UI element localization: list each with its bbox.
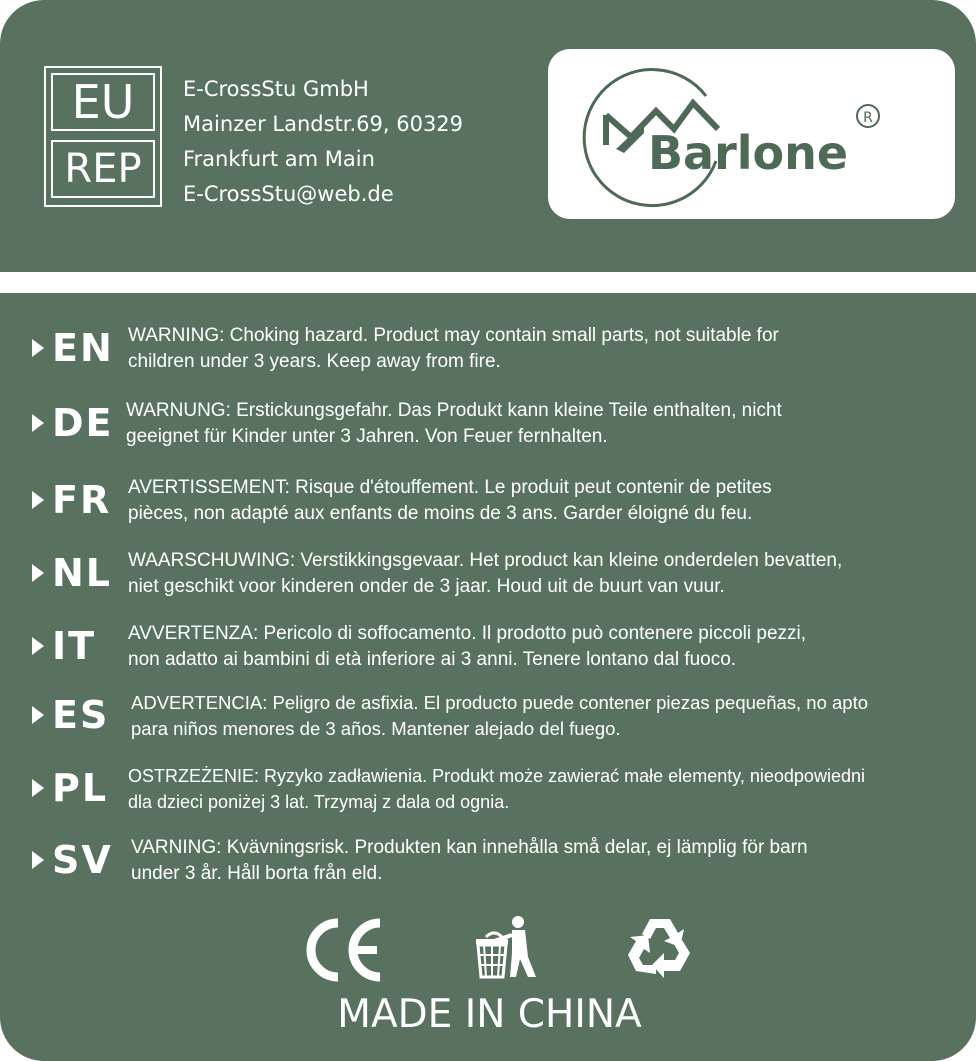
ce-mark-icon xyxy=(302,917,386,983)
lang-code: NL xyxy=(32,545,112,601)
triangle-right-icon xyxy=(32,637,44,655)
warning-row-pl xyxy=(0,760,979,820)
warning-row-fr xyxy=(0,472,979,532)
compliance-symbols xyxy=(0,905,979,995)
triangle-right-icon xyxy=(32,564,44,582)
address-city: Frankfurt am Main xyxy=(183,147,375,171)
eu-rep-rep: REP xyxy=(51,140,155,198)
warning-text: VARNING: Kvävningsrisk. Produkten kan innehålla små delar, ej lämplig för barn under 3 år. Håll borta från eld. xyxy=(131,837,808,884)
lang-code: EN xyxy=(32,320,114,376)
triangle-right-icon xyxy=(32,491,44,509)
warning-text: AVVERTENZA: Pericolo di soffocamento. Il prodotto può contenere piccoli pezzi, non adatto ai bambini di età inferiore ai 3 anni. Tenere lontano dal fuoco. xyxy=(128,623,807,670)
brand-logo-icon xyxy=(548,49,955,219)
brand-name: Barlone xyxy=(648,126,849,180)
weee-bin-icon xyxy=(472,915,538,981)
eu-rep-address xyxy=(183,72,463,212)
warning-text: WAARSCHUWING: Verstikkingsgevaar. Het product kan kleine onderdelen bevatten, niet geschikt voor kinderen onder de 3 jaar. Houd uit de buurt van vuur. xyxy=(128,550,843,597)
lang-code: FR xyxy=(32,472,111,528)
triangle-right-icon xyxy=(32,851,44,869)
lang-code: IT xyxy=(32,618,96,674)
recycle-icon xyxy=(626,913,696,983)
warning-row-sv xyxy=(0,832,979,892)
warning-row-en xyxy=(0,320,979,380)
svg-text:R: R xyxy=(863,110,873,126)
address-company: E-CrossStu GmbH xyxy=(183,77,369,101)
brand-logo-box xyxy=(548,49,955,219)
warning-text: ADVERTENCIA: Peligro de asfixia. El producto puede contener piezas pequeñas, no apto para niños menores de 3 años. Mantener alejado del fuego. xyxy=(131,692,869,739)
made-in-label: MADE IN CHINA xyxy=(337,992,642,1037)
warning-text: OSTRZEŻENIE: Ryzyko zadławienia. Produkt może zawierać małe elementy, nieodpowiedni dla dzieci poniżej 3 lat. Trzymaj z dala od ognia. xyxy=(128,766,865,812)
warning-row-it xyxy=(0,618,979,678)
triangle-right-icon xyxy=(32,706,44,724)
address-email: E-CrossStu@web.de xyxy=(183,182,394,206)
warning-row-nl xyxy=(0,545,979,605)
lang-code: PL xyxy=(32,760,108,816)
lang-code: DE xyxy=(32,395,114,451)
eu-rep-eu: EU xyxy=(51,73,155,131)
lang-code: SV xyxy=(32,832,113,888)
address-street: Mainzer Landstr.69, 60329 xyxy=(183,112,464,136)
warning-text: AVERTISSEMENT: Risque d'étouffement. Le produit peut contenir de petites pièces, non adapté aux enfants de moins de 3 ans. Garder éloigné du feu. xyxy=(128,477,772,524)
warning-row-es xyxy=(0,687,979,747)
warning-row-de xyxy=(0,395,979,455)
warning-text: WARNING: Choking hazard. Product may contain small parts, not suitable for children under 3 years. Keep away from fire. xyxy=(128,325,779,372)
lang-code: ES xyxy=(32,687,109,743)
triangle-right-icon xyxy=(32,414,44,432)
warning-text: WARNUNG: Erstickungsgefahr. Das Produkt kann kleine Teile enthalten, nicht geeignet für Kinder unter 3 Jahren. Von Feuer fernhalten. xyxy=(126,400,782,447)
eu-rep-box xyxy=(44,66,162,207)
triangle-right-icon xyxy=(32,779,44,797)
triangle-right-icon xyxy=(32,339,44,357)
